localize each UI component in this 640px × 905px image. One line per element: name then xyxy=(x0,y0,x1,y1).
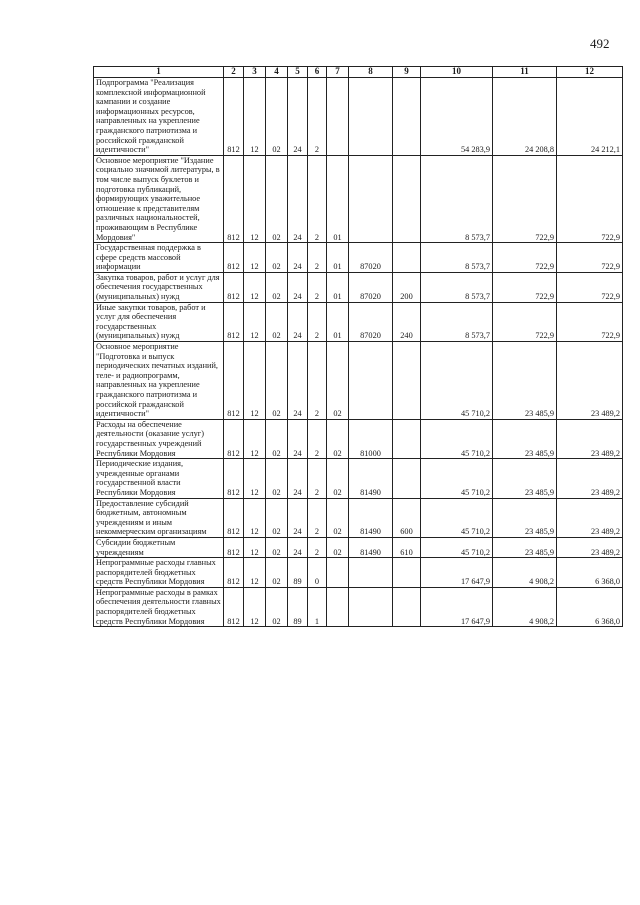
cell-c8: 81490 xyxy=(349,537,393,557)
row-name: Субсидии бюджетным учреждениям xyxy=(94,537,224,557)
table-row xyxy=(94,537,623,557)
row-name: Расходы на обеспечение деятельности (оказание услуг) государственных учреждений Республики Мордовия xyxy=(94,419,224,458)
cell-c4: 02 xyxy=(266,419,288,458)
cell-c6: 2 xyxy=(308,302,327,341)
cell-c11: 722,9 xyxy=(493,243,557,273)
cell-c4: 02 xyxy=(266,302,288,341)
cell-c8 xyxy=(349,155,393,242)
column-header: 7 xyxy=(327,67,349,78)
row-name: Основное мероприятие "Издание социально значимой литературы, в том числе выпуск буклетов и подготовка публикаций, формирующих уважительное отношение к представителям различных национальностей, проживающим в Республике Мордовия" xyxy=(94,155,224,242)
column-header: 2 xyxy=(224,67,244,78)
cell-c5: 24 xyxy=(288,243,308,273)
cell-c3: 12 xyxy=(244,419,266,458)
cell-c4: 02 xyxy=(266,459,288,498)
cell-c11: 23 485,9 xyxy=(493,342,557,420)
cell-c7: 02 xyxy=(327,498,349,537)
cell-c4: 02 xyxy=(266,272,288,302)
cell-c10: 45 710,2 xyxy=(421,419,493,458)
cell-c8 xyxy=(349,78,393,156)
cell-c12: 23 489,2 xyxy=(557,459,623,498)
cell-c8: 87020 xyxy=(349,243,393,273)
cell-c3: 12 xyxy=(244,78,266,156)
cell-c7: 01 xyxy=(327,243,349,273)
cell-c8: 87020 xyxy=(349,272,393,302)
cell-c2: 812 xyxy=(224,537,244,557)
table-row xyxy=(94,419,623,458)
cell-c6: 2 xyxy=(308,459,327,498)
cell-c4: 02 xyxy=(266,342,288,420)
cell-c10: 45 710,2 xyxy=(421,342,493,420)
cell-c9: 600 xyxy=(393,498,421,537)
cell-c10: 45 710,2 xyxy=(421,498,493,537)
cell-c4: 02 xyxy=(266,558,288,588)
cell-c6: 0 xyxy=(308,558,327,588)
row-name: Государственная поддержка в сфере средств массовой информации xyxy=(94,243,224,273)
cell-c7: 01 xyxy=(327,155,349,242)
cell-c2: 812 xyxy=(224,243,244,273)
cell-c12: 23 489,2 xyxy=(557,498,623,537)
cell-c2: 812 xyxy=(224,272,244,302)
table-row xyxy=(94,155,623,242)
cell-c2: 812 xyxy=(224,155,244,242)
cell-c2: 812 xyxy=(224,78,244,156)
cell-c12: 722,9 xyxy=(557,243,623,273)
cell-c12: 23 489,2 xyxy=(557,419,623,458)
cell-c6: 2 xyxy=(308,419,327,458)
row-name: Закупка товаров, работ и услуг для обеспечения государственных (муниципальных) нужд xyxy=(94,272,224,302)
cell-c4: 02 xyxy=(266,155,288,242)
cell-c5: 24 xyxy=(288,302,308,341)
cell-c8: 87020 xyxy=(349,302,393,341)
cell-c6: 2 xyxy=(308,78,327,156)
cell-c11: 722,9 xyxy=(493,155,557,242)
cell-c6: 2 xyxy=(308,155,327,242)
cell-c3: 12 xyxy=(244,558,266,588)
cell-c12: 722,9 xyxy=(557,272,623,302)
cell-c5: 24 xyxy=(288,498,308,537)
row-name: Непрограммные расходы в рамках обеспечения деятельности главных распорядителей бюджетных средств Республики Мордовия xyxy=(94,587,224,626)
cell-c10: 8 573,7 xyxy=(421,155,493,242)
cell-c2: 812 xyxy=(224,587,244,626)
cell-c9 xyxy=(393,155,421,242)
cell-c9 xyxy=(393,342,421,420)
cell-c10: 8 573,7 xyxy=(421,243,493,273)
column-header: 9 xyxy=(393,67,421,78)
cell-c4: 02 xyxy=(266,78,288,156)
cell-c10: 54 283,9 xyxy=(421,78,493,156)
column-header: 12 xyxy=(557,67,623,78)
cell-c3: 12 xyxy=(244,537,266,557)
cell-c7 xyxy=(327,587,349,626)
table-row xyxy=(94,587,623,626)
cell-c5: 24 xyxy=(288,155,308,242)
cell-c3: 12 xyxy=(244,243,266,273)
cell-c9 xyxy=(393,419,421,458)
cell-c10: 45 710,2 xyxy=(421,459,493,498)
cell-c2: 812 xyxy=(224,302,244,341)
cell-c12: 722,9 xyxy=(557,155,623,242)
cell-c7: 01 xyxy=(327,272,349,302)
cell-c9: 200 xyxy=(393,272,421,302)
cell-c2: 812 xyxy=(224,419,244,458)
table-row xyxy=(94,558,623,588)
cell-c5: 24 xyxy=(288,342,308,420)
row-name: Иные закупки товаров, работ и услуг для обеспечения государственных (муниципальных) нужд xyxy=(94,302,224,341)
cell-c6: 2 xyxy=(308,272,327,302)
cell-c10: 17 647,9 xyxy=(421,558,493,588)
column-header: 4 xyxy=(266,67,288,78)
cell-c3: 12 xyxy=(244,155,266,242)
cell-c3: 12 xyxy=(244,587,266,626)
cell-c9 xyxy=(393,558,421,588)
cell-c6: 1 xyxy=(308,587,327,626)
cell-c7 xyxy=(327,558,349,588)
cell-c10: 17 647,9 xyxy=(421,587,493,626)
budget-table xyxy=(93,66,623,627)
cell-c11: 23 485,9 xyxy=(493,537,557,557)
cell-c8: 81000 xyxy=(349,419,393,458)
cell-c3: 12 xyxy=(244,302,266,341)
cell-c7: 02 xyxy=(327,459,349,498)
row-name: Периодические издания, учрежденные органами государственной власти Республики Мордовия xyxy=(94,459,224,498)
cell-c4: 02 xyxy=(266,587,288,626)
cell-c11: 722,9 xyxy=(493,272,557,302)
table-row xyxy=(94,342,623,420)
cell-c6: 2 xyxy=(308,537,327,557)
cell-c12: 722,9 xyxy=(557,302,623,341)
cell-c2: 812 xyxy=(224,498,244,537)
cell-c2: 812 xyxy=(224,342,244,420)
table-row xyxy=(94,498,623,537)
cell-c12: 23 489,2 xyxy=(557,342,623,420)
cell-c10: 8 573,7 xyxy=(421,272,493,302)
cell-c5: 89 xyxy=(288,558,308,588)
cell-c5: 24 xyxy=(288,272,308,302)
column-header: 10 xyxy=(421,67,493,78)
cell-c9: 610 xyxy=(393,537,421,557)
table-row xyxy=(94,243,623,273)
table-row xyxy=(94,302,623,341)
cell-c5: 24 xyxy=(288,78,308,156)
cell-c9 xyxy=(393,459,421,498)
column-header: 8 xyxy=(349,67,393,78)
cell-c8: 81490 xyxy=(349,498,393,537)
cell-c12: 6 368,0 xyxy=(557,558,623,588)
cell-c4: 02 xyxy=(266,243,288,273)
cell-c7: 02 xyxy=(327,537,349,557)
cell-c12: 6 368,0 xyxy=(557,587,623,626)
column-header: 1 xyxy=(94,67,224,78)
cell-c11: 23 485,9 xyxy=(493,419,557,458)
cell-c9 xyxy=(393,587,421,626)
row-name: Предоставление субсидий бюджетным, автономным учреждениям и иным некоммерческим организациям xyxy=(94,498,224,537)
cell-c11: 722,9 xyxy=(493,302,557,341)
column-header: 6 xyxy=(308,67,327,78)
cell-c7: 02 xyxy=(327,419,349,458)
cell-c12: 23 489,2 xyxy=(557,537,623,557)
cell-c7: 02 xyxy=(327,342,349,420)
cell-c11: 4 908,2 xyxy=(493,558,557,588)
cell-c11: 23 485,9 xyxy=(493,459,557,498)
cell-c2: 812 xyxy=(224,459,244,498)
cell-c4: 02 xyxy=(266,498,288,537)
cell-c3: 12 xyxy=(244,272,266,302)
cell-c5: 24 xyxy=(288,537,308,557)
cell-c3: 12 xyxy=(244,342,266,420)
cell-c6: 2 xyxy=(308,243,327,273)
cell-c9 xyxy=(393,243,421,273)
cell-c7: 01 xyxy=(327,302,349,341)
column-header: 5 xyxy=(288,67,308,78)
cell-c7 xyxy=(327,78,349,156)
cell-c11: 24 208,8 xyxy=(493,78,557,156)
cell-c5: 89 xyxy=(288,587,308,626)
row-name: Основное мероприятие "Подготовка и выпуск периодических печатных изданий, теле- и радиопрограмм, направленных на укрепление гражданского патриотизма и российской гражданской идентичности" xyxy=(94,342,224,420)
cell-c3: 12 xyxy=(244,498,266,537)
cell-c3: 12 xyxy=(244,459,266,498)
table-row xyxy=(94,272,623,302)
cell-c11: 4 908,2 xyxy=(493,587,557,626)
row-name: Подпрограмма "Реализация комплексной информационной кампании и создание информационных ресурсов, направленных на укрепление гражданского патриотизма и российской гражданской идентичности" xyxy=(94,78,224,156)
column-header: 11 xyxy=(493,67,557,78)
cell-c8 xyxy=(349,558,393,588)
cell-c6: 2 xyxy=(308,498,327,537)
column-header: 3 xyxy=(244,67,266,78)
cell-c12: 24 212,1 xyxy=(557,78,623,156)
cell-c9 xyxy=(393,78,421,156)
cell-c4: 02 xyxy=(266,537,288,557)
cell-c8: 81490 xyxy=(349,459,393,498)
cell-c10: 8 573,7 xyxy=(421,302,493,341)
page-number: 492 xyxy=(590,36,610,51)
table-row xyxy=(94,78,623,156)
header-row xyxy=(94,67,623,78)
cell-c5: 24 xyxy=(288,419,308,458)
cell-c6: 2 xyxy=(308,342,327,420)
table-row xyxy=(94,459,623,498)
cell-c9: 240 xyxy=(393,302,421,341)
cell-c8 xyxy=(349,587,393,626)
cell-c11: 23 485,9 xyxy=(493,498,557,537)
cell-c5: 24 xyxy=(288,459,308,498)
cell-c10: 45 710,2 xyxy=(421,537,493,557)
cell-c2: 812 xyxy=(224,558,244,588)
row-name: Непрограммные расходы главных распорядителей бюджетных средств Республики Мордовия xyxy=(94,558,224,588)
cell-c8 xyxy=(349,342,393,420)
